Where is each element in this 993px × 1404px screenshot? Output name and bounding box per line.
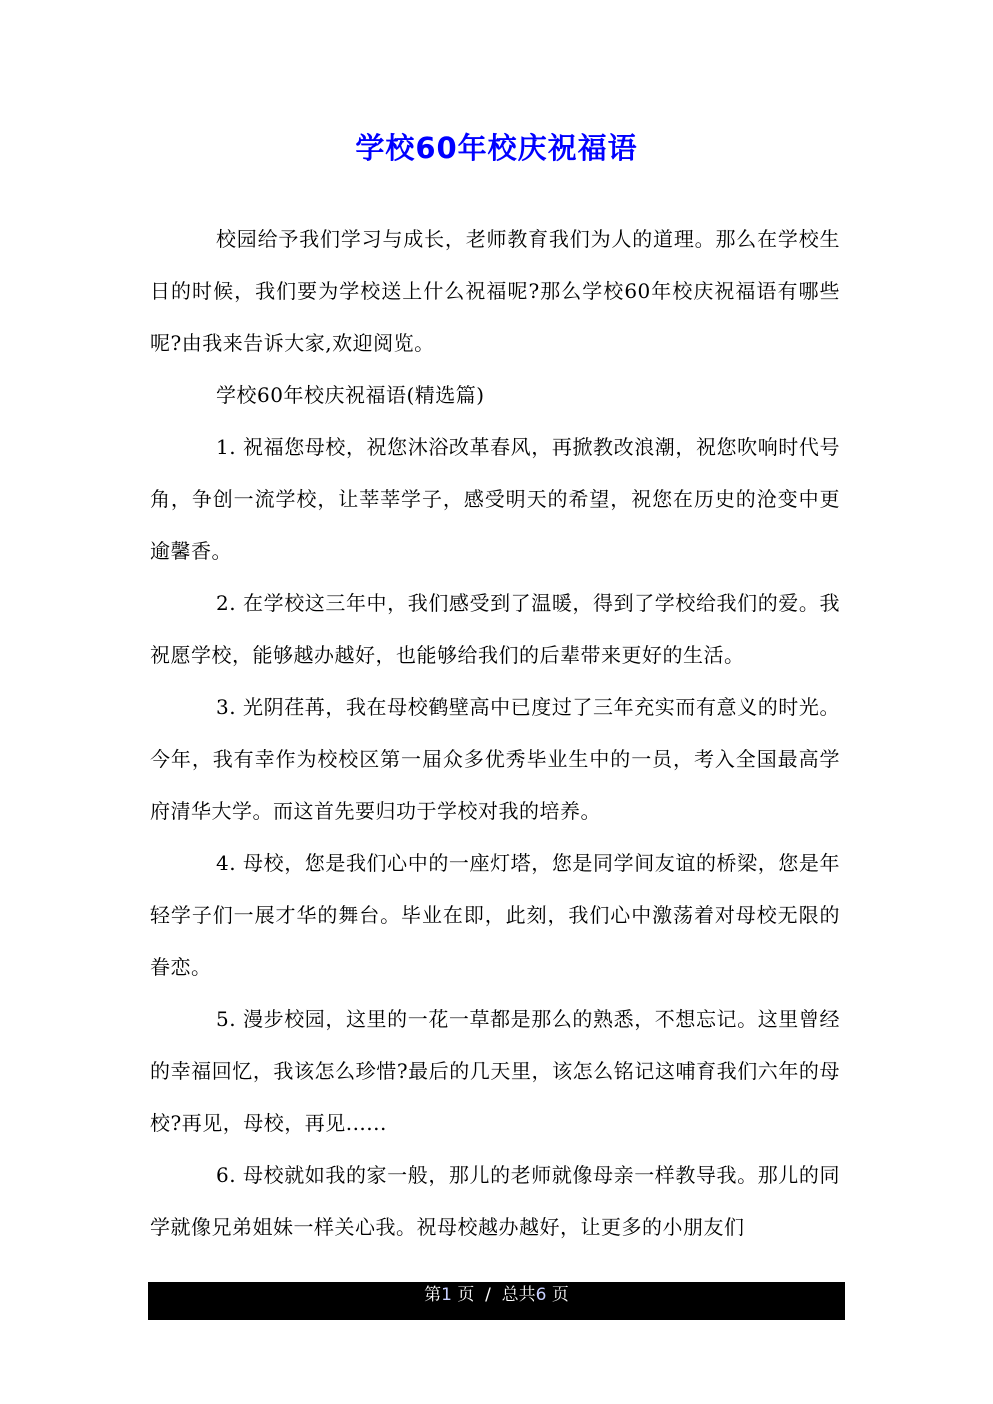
- document-body: [150, 213, 840, 1253]
- total-pages-number: 6: [535, 1285, 547, 1305]
- section-heading: 学校60年校庆祝福语(精选篇): [216, 383, 485, 407]
- blessing-item-1: 1. 祝福您母校，祝您沐浴改革春风，再掀教改浪潮，祝您吹响时代号角，争创一流学校，让莘莘学子，感受明天的希望，祝您在历史的沧变中更逾馨香。: [150, 435, 840, 563]
- intro-paragraph: 校园给予我们学习与成长，老师教育我们为人的道理。那么在学校生日的时候，我们要为学校送上什么祝福呢?那么学校60年校庆祝福语有哪些呢?由我来告诉大家,欢迎阅览。: [150, 227, 840, 355]
- page-prefix: 第: [424, 1285, 442, 1305]
- blessing-item-4: 4. 母校，您是我们心中的一座灯塔，您是同学间友谊的桥梁，您是年轻学子们一展才华的舞台。毕业在即，此刻，我们心中激荡着对母校无限的眷恋。: [150, 851, 840, 979]
- blessing-item-3: 3. 光阴荏苒，我在母校鹤壁高中已度过了三年充实而有意义的时光。今年，我有幸作为校校区第一届众多优秀毕业生中的一员，考入全国最高学府清华大学。而这首先要归功于学校对我的培养。: [150, 695, 840, 823]
- page-footer-bar: [148, 1282, 845, 1320]
- current-page-number: 1: [441, 1285, 452, 1305]
- page-separator: /: [485, 1285, 491, 1305]
- blessing-item-2: 2. 在学校这三年中，我们感受到了温暖，得到了学校给我们的爱。我祝愿学校，能够越办越好，也能够给我们的后辈带来更好的生活。: [150, 591, 840, 667]
- blessing-item-5: 5. 漫步校园，这里的一花一草都是那么的熟悉，不想忘记。这里曾经的幸福回忆，我该怎么珍惜?最后的几天里，该怎么铭记这哺育我们六年的母校?再见，母校，再见......: [150, 1007, 840, 1135]
- total-suffix: 页: [551, 1285, 569, 1305]
- total-prefix: 总共: [501, 1285, 536, 1305]
- page-indicator: [424, 1285, 569, 1305]
- blessing-item-6: 6. 母校就如我的家一般，那儿的老师就像母亲一样教导我。那儿的同学就像兄弟姐妹一样关心我。祝母校越办越好，让更多的小朋友们: [150, 1163, 840, 1239]
- page-word: 页: [457, 1285, 475, 1305]
- document-title: 学校60年校庆祝福语: [355, 131, 638, 165]
